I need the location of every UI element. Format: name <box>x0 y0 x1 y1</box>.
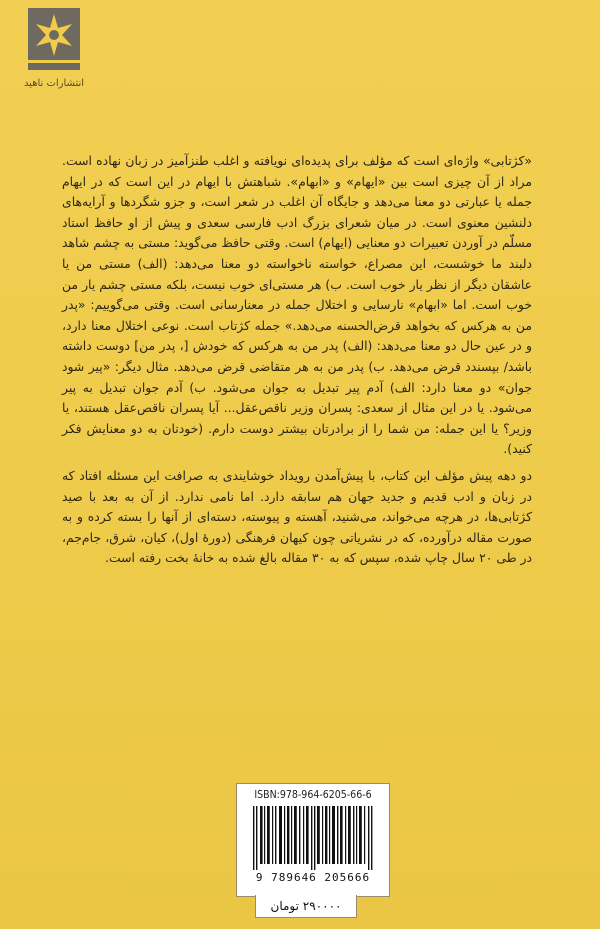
isbn-text: ISBN:978-964-6205-66-6 <box>254 789 372 801</box>
publisher-name: انتشارات ناهید <box>23 78 85 89</box>
barcode-digits: 9 789646 205666 <box>255 871 371 884</box>
star-book-icon <box>24 6 84 72</box>
publisher-logo <box>10 6 98 98</box>
barcode-label <box>236 783 390 897</box>
blurb-paragraph-2: دو دهه پیش مؤلف این کتاب، با پیش‌آمدن رویداد خوشایندی به صرافت این مسئله افتاد که در زبان و ادب قدیم و جدید جهان هم سابقه دارد. اما نامی ندارد. از آن به بعد با صید کژتابی‌ها، در هرچه می‌خواند، می‌شنید، آهسته و پیوسته، دسته‌ای از آنها را بسته کرده و به صورت مقاله درآورده، که در نشریاتی چون کیهان فرهنگی (دورهٔ اول)، کیان، شرق، جام‌جم، در طی ۲۰ سال چاپ شده، سپس که به ۳۰ مقاله بالغ شده به خانهٔ بخت رفته است. <box>62 467 532 566</box>
blurb-paragraph-1: «کژتابی» واژه‌ای است که مؤلف برای پدیده‌ای نویافته و اغلب طنزآمیز در زبان نهاده است. مراد از آن چیزی است بین «ایهام» و «ابهام». شباهتش با ایهام در این است که در ایهام جمله یا عبارتی دو معنا می‌دهد و جایگاه آن اغلب در شعر است، و جزو شگردها و آرایه‌های دلنشین معنوی است. در میان شعرای بزرگ ادب فارسی سعدی و پیش از او حافظ استاد مسلّم در آوردن تعبیرات دو معنایی (ایهام) است. وقتی حافظ می‌گوید: مستی به چشم شاهد دلبند ما خوشست، این مصراع، خواسته ناخواسته دو معنا می‌دهد: (الف) مستی من یا عاشقان دیگر از نظر یار خوب است. ب) هر مستی‌ای خوب نیست، بلکه مستی چشم یار من خوب است. اما «ابهام» نارسایی و اختلال جمله در معنارسانی است. وقتی می‌گوییم: «پدر من به هرکس که بخواهد قرض‌الحسنه می‌دهد.» جمله کژتاب است. نوعی اختلال معنا دارد، و در عین حال دو معنا می‌دهد: (الف) پدر من به هرکس که خودش [، پدر من] دوست داشته باشد/ بپسندد قرض می‌دهد. ب) پدر من به هر متقاضی قرض می‌دهد. مثال دیگر: «پیر شود جوان» دو معنا دارد: الف) آدم پیر تبدیل به جوان می‌شود. ب) آدم جوان تبدیل به پیر می‌شود. یا در این مثال از سعدی: پسران وزیر ناقص‌عقل... آیا پسران ناقص‌عقل هستند، یا وزیر؟ یا این جمله: من شما را از برادرتان بیشتر دوست دارم. (خودتان به دو معنایش فکر کنید). <box>62 153 532 457</box>
price-label: ۲۹۰۰۰۰ تومان <box>255 895 357 918</box>
blurb-text <box>62 151 532 569</box>
barcode-icon <box>251 806 375 870</box>
